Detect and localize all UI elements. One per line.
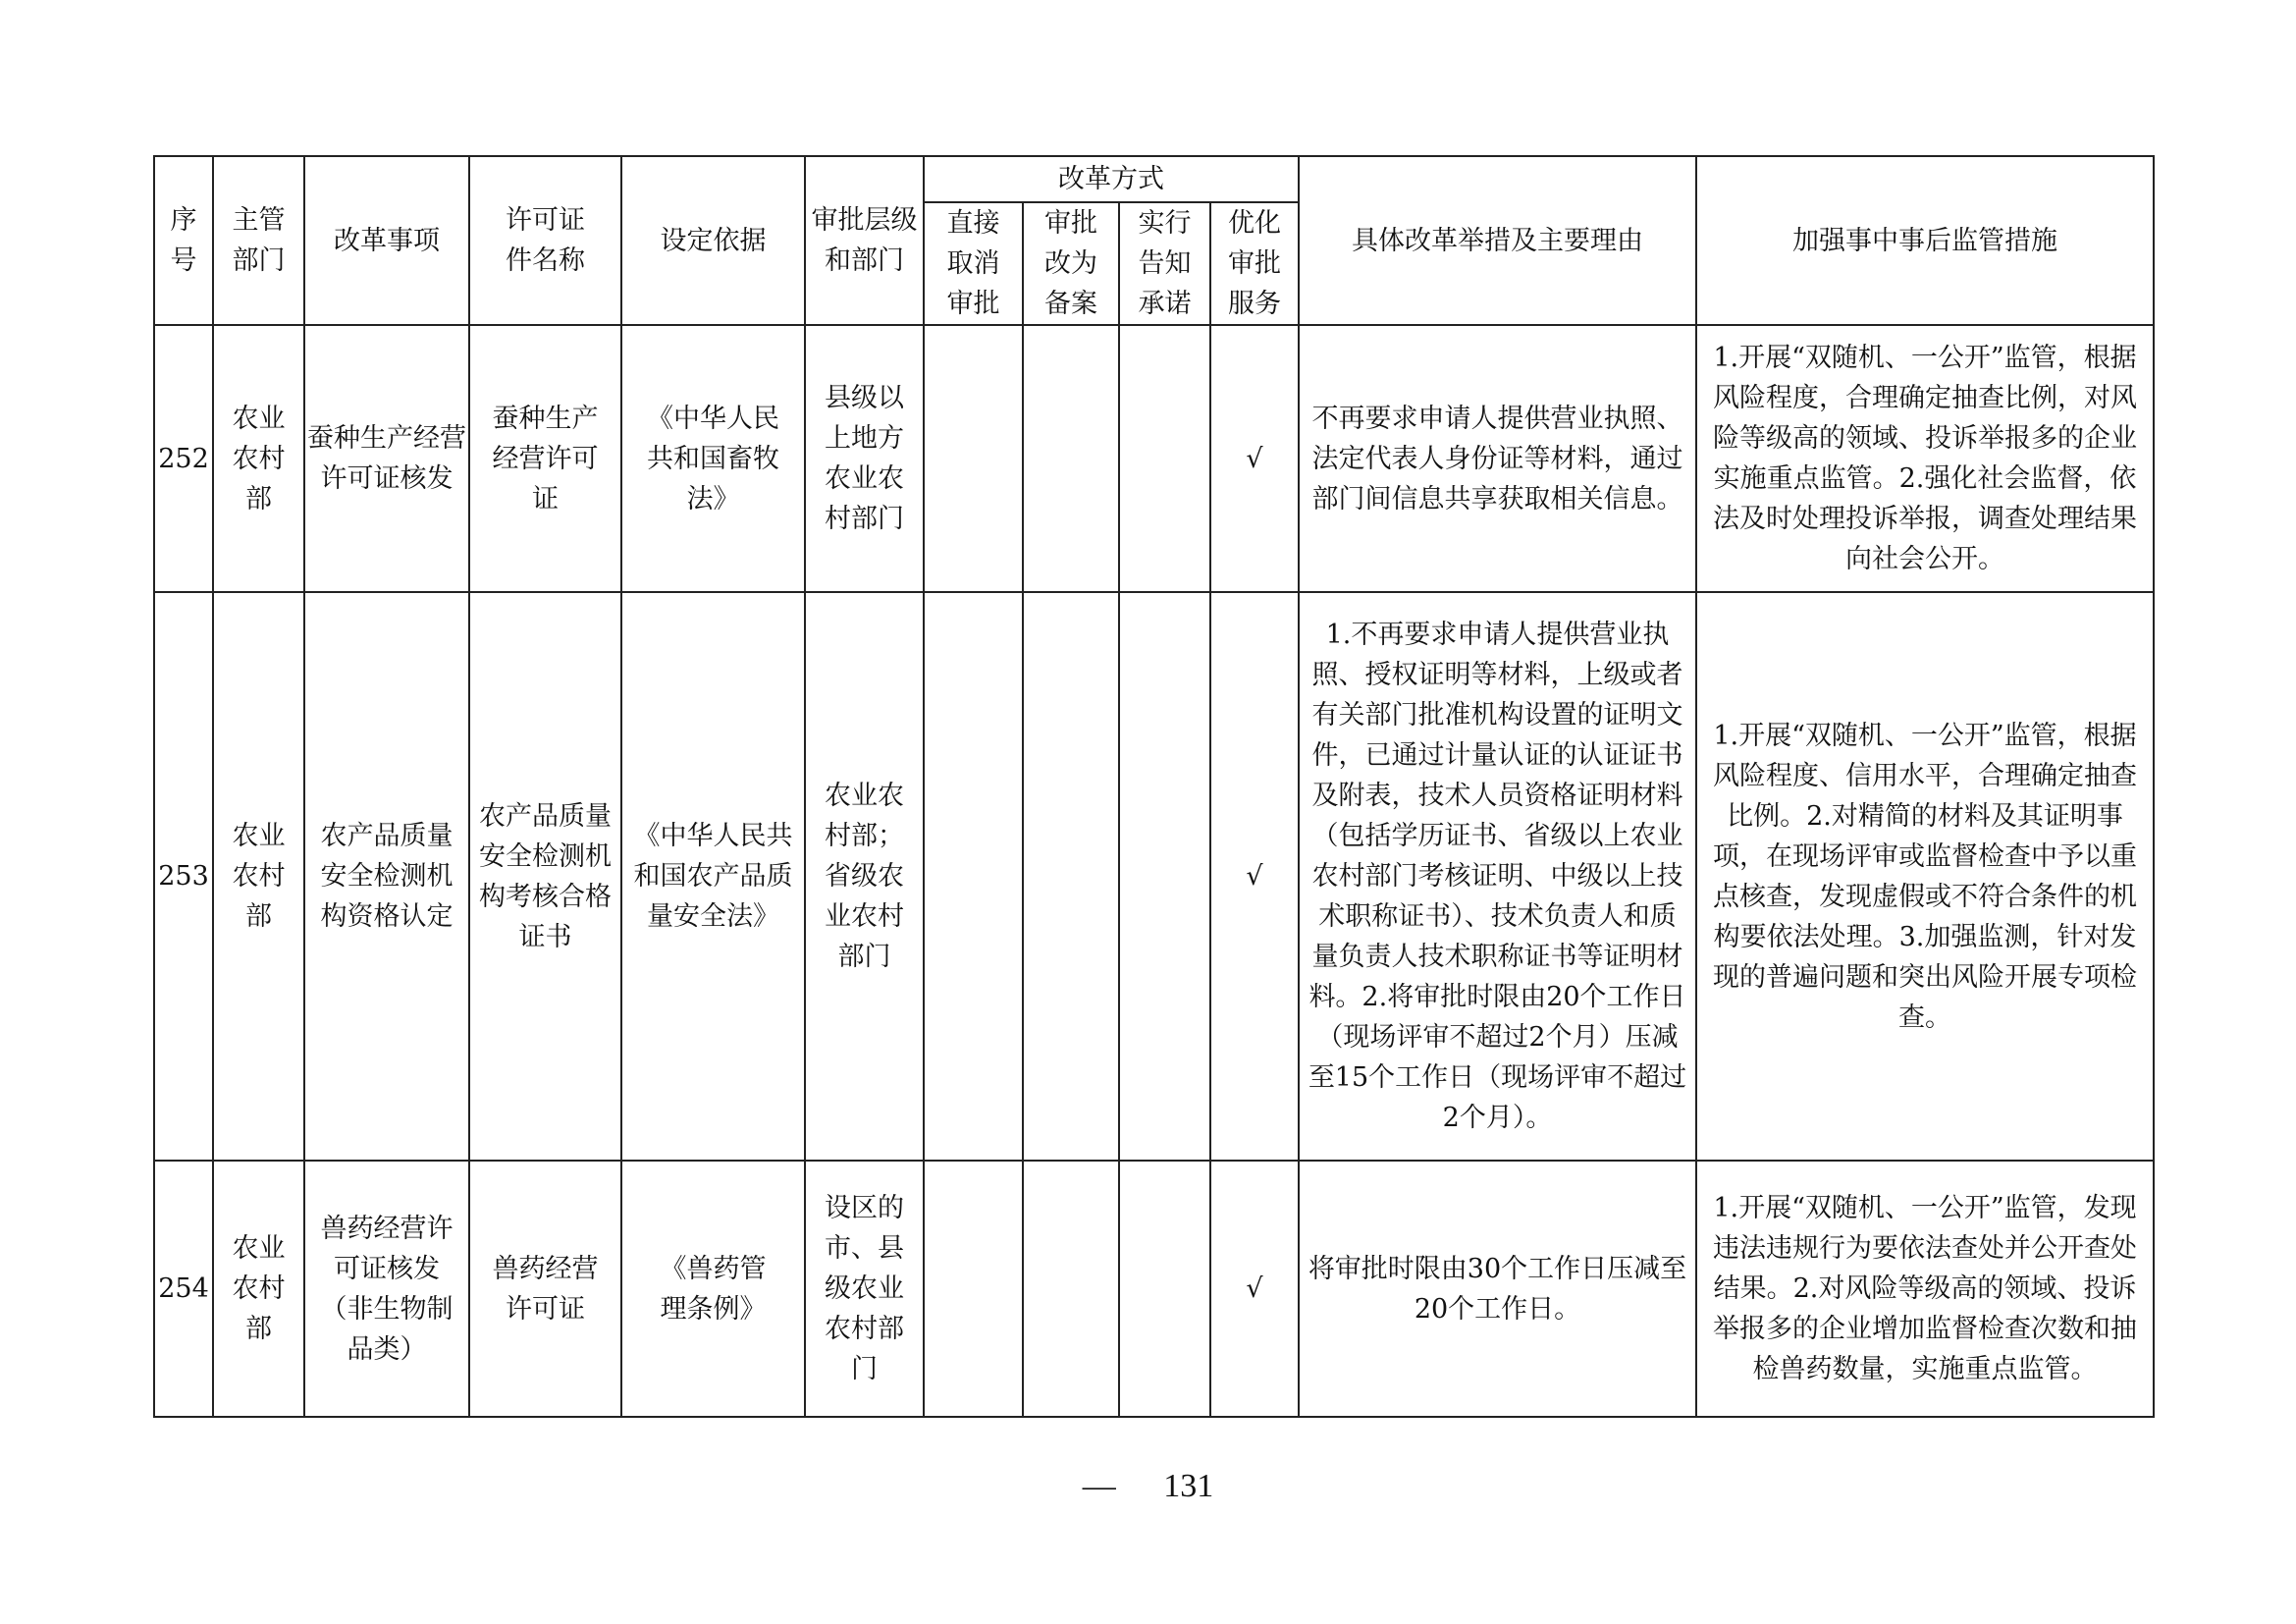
- header-mode-group: 改革方式: [924, 156, 1299, 202]
- cell-mode-cancel: [924, 592, 1023, 1161]
- cell-item: 蚕种生产经营许可证核发: [304, 325, 469, 592]
- reform-table: [153, 155, 2155, 1418]
- cell-dept: 农业农村部: [213, 325, 304, 592]
- header-supervision: 加强事中事后监管措施: [1696, 156, 2154, 325]
- header-seq: 序号: [154, 156, 213, 325]
- header-basis: 设定依据: [621, 156, 805, 325]
- header-mode-optimize: 优化审批服务: [1210, 202, 1299, 325]
- cell-basis: 《中华人民共和国农产品质量安全法》: [621, 592, 805, 1161]
- table-row: [154, 592, 2154, 1161]
- page-number: 131: [1163, 1468, 1214, 1504]
- header-mode-cancel: 直接取消审批: [924, 202, 1023, 325]
- cell-mode-notify: [1119, 325, 1210, 592]
- cell-mode-notify: [1119, 1161, 1210, 1417]
- cell-level: 县级以上地方农业农村部门: [805, 325, 924, 592]
- header-measures: 具体改革举措及主要理由: [1299, 156, 1696, 325]
- cell-item: 农产品质量安全检测机构资格认定: [304, 592, 469, 1161]
- header-level: 审批层级和部门: [805, 156, 924, 325]
- cell-mode-record: [1023, 325, 1119, 592]
- cell-dept: 农业农村部: [213, 592, 304, 1161]
- footer-dash: —: [1082, 1468, 1116, 1504]
- cell-mode-cancel: [924, 1161, 1023, 1417]
- header-dept: 主管部门: [213, 156, 304, 325]
- header-row-1: [154, 156, 2154, 202]
- cell-mode-record: [1023, 592, 1119, 1161]
- cell-seq: 252: [154, 325, 213, 592]
- cell-measures: 1.不再要求申请人提供营业执照、授权证明等材料，上级或者有关部门批准机构设置的证明文件，已通过计量认证的认证证书及附表，技术人员资格证明材料（包括学历证书、省级以上农业农村部门考核证明、中级以上技术职称证书）、技术负责人和质量负责人技术职称证书等证明材料。2.将审批时限由20个工作日（现场评审不超过2个月）压减至15个工作日（现场评审不超过2个月）。: [1299, 592, 1696, 1161]
- table-row: [154, 1161, 2154, 1417]
- cell-mode-cancel: [924, 325, 1023, 592]
- cell-mode-optimize: √: [1210, 325, 1299, 592]
- header-item: 改革事项: [304, 156, 469, 325]
- cell-license: 兽药经营许可证: [469, 1161, 621, 1417]
- cell-mode-optimize: √: [1210, 1161, 1299, 1417]
- cell-measures: 将审批时限由30个工作日压减至20个工作日。: [1299, 1161, 1696, 1417]
- page-footer: [0, 1468, 2296, 1505]
- cell-measures: 不再要求申请人提供营业执照、法定代表人身份证等材料，通过部门间信息共享获取相关信息。: [1299, 325, 1696, 592]
- cell-mode-record: [1023, 1161, 1119, 1417]
- cell-item: 兽药经营许可证核发（非生物制品类）: [304, 1161, 469, 1417]
- header-mode-notify: 实行告知承诺: [1119, 202, 1210, 325]
- cell-seq: 254: [154, 1161, 213, 1417]
- header-mode-record: 审批改为备案: [1023, 202, 1119, 325]
- cell-license: 蚕种生产经营许可证: [469, 325, 621, 592]
- cell-basis: 《中华人民共和国畜牧法》: [621, 325, 805, 592]
- cell-mode-optimize: √: [1210, 592, 1299, 1161]
- cell-level: 设区的市、县级农业农村部门: [805, 1161, 924, 1417]
- cell-supervision: 1.开展“双随机、一公开”监管，发现违法违规行为要依法查处并公开查处结果。2.对风险等级高的领域、投诉举报多的企业增加监督检查次数和抽检兽药数量，实施重点监管。: [1696, 1161, 2154, 1417]
- table-row: [154, 325, 2154, 592]
- cell-basis: 《兽药管理条例》: [621, 1161, 805, 1417]
- cell-license: 农产品质量安全检测机构考核合格证书: [469, 592, 621, 1161]
- cell-dept: 农业农村部: [213, 1161, 304, 1417]
- cell-mode-notify: [1119, 592, 1210, 1161]
- cell-supervision: 1.开展“双随机、一公开”监管，根据风险程度，合理确定抽查比例，对风险等级高的领域、投诉举报多的企业实施重点监管。2.强化社会监督，依法及时处理投诉举报，调查处理结果向社会公开。: [1696, 325, 2154, 592]
- cell-seq: 253: [154, 592, 213, 1161]
- cell-supervision: 1.开展“双随机、一公开”监管，根据风险程度、信用水平，合理确定抽查比例。2.对精简的材料及其证明事项，在现场评审或监督检查中予以重点核查，发现虚假或不符合条件的机构要依法处理。3.加强监测，针对发现的普遍问题和突出风险开展专项检查。: [1696, 592, 2154, 1161]
- header-license: 许可证件名称: [469, 156, 621, 325]
- cell-level: 农业农村部；省级农业农村部门: [805, 592, 924, 1161]
